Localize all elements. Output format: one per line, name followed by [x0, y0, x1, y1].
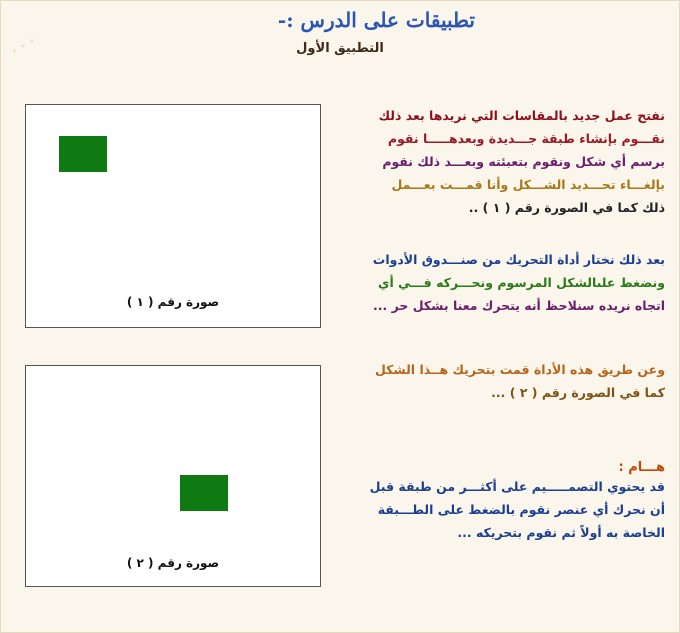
paragraph-3 [345, 358, 665, 404]
image-caption: صورة رقم ( ٢ ) [126, 556, 220, 570]
note-label: هـــام : [618, 460, 665, 475]
section-subtitle: التطبيق الأول [296, 41, 384, 56]
text-line: قد يحتوي التصمـــــيم على أكثـــر من طبقة قبل [369, 479, 665, 494]
text-line: اتجاه نريده سنلاحظ أنه يتحرك معنا بشكل حر ... [373, 298, 665, 313]
page-title: تطبيقات على الدرس :- [277, 8, 475, 32]
text-line: برسم أي شكل ونقوم بتعبئته وبعـــد ذلك نقوم [382, 154, 665, 169]
text-line: الخاصة به أولاً ثم نقوم بتحريكه ... [457, 525, 665, 540]
text-line: ونضغط علىالشكل المرسوم ونحـــركه فـــي أي [378, 275, 665, 290]
watermark: • • • [8, 34, 38, 59]
text-line: نقـــوم بإنشاء طبقة جـــديدة وبعدهـــــا نقوم [387, 131, 665, 146]
image-panel-2 [25, 365, 321, 587]
text-line: وعن طريق هذه الأداة قمت بتحريك هــذا الشكل [374, 362, 665, 377]
image-panel-1 [25, 104, 321, 328]
text-line: نفتح عمل جديد بالمقاسات التي نريدها بعد ذلك [378, 108, 665, 123]
text-line: بإلغـــاء تحـــديد الشـــكل وأنا قمـــت بعـــمل [391, 177, 665, 192]
text-line: كما في الصورة رقم ( ٢ ) ... [491, 385, 665, 400]
text-line: بعد ذلك نختار أداة التحريك من صنـــدوق الأدوات [372, 252, 665, 267]
paragraph-1 [345, 104, 665, 219]
text-line: أن نحرك أي عنصر نقوم بالضغط على الطـــبقة [377, 502, 665, 517]
important-note [345, 460, 665, 544]
green-rectangle [59, 136, 107, 172]
text-line: ذلك كما في الصورة رقم ( ١ ) .. [468, 200, 665, 215]
image-caption: صورة رقم ( ١ ) [126, 295, 220, 309]
green-rectangle-moved [180, 475, 228, 511]
paragraph-2 [345, 248, 665, 317]
